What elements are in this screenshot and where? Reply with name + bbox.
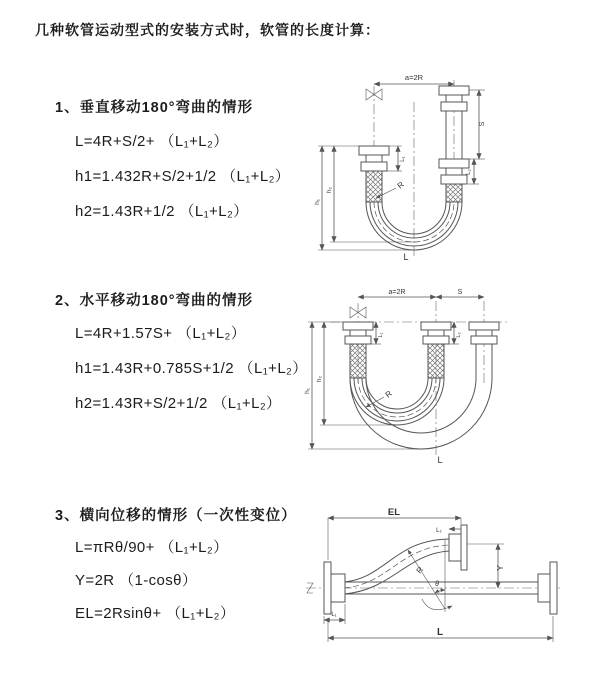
dim-s-label: S (457, 289, 463, 296)
y-label: Y (496, 565, 505, 571)
h2-label: h₂ (316, 375, 323, 383)
radius-label: R (395, 179, 406, 191)
s-label: S (479, 121, 486, 127)
l1-label: L₁ (400, 156, 406, 162)
radius-label: R (383, 388, 394, 400)
upper-flange (449, 525, 467, 570)
diagram-vertical-180-bend (308, 62, 593, 262)
section-1-heading: 1、垂直移动180°弯曲的情形 (55, 100, 254, 116)
middle-pipe-fitting (421, 322, 451, 378)
section-2-formula-h2: h2=1.43R+S/2+1/2 （L₁+L₂） (75, 395, 282, 412)
section-1-formula-h1: h1=1.432R+S/2+1/2 （L₁+L₂） (75, 168, 291, 185)
section-3-formula-y: Y=2R （1-cosθ） (75, 572, 198, 589)
section-3-formula-el: EL=2Rsinθ+ （L₁+L₂） (75, 605, 236, 622)
hose-u-bend-original (350, 378, 444, 425)
dim-a2r-label: a=2R (388, 289, 406, 296)
theta-label: θ (435, 581, 439, 588)
left-pipe-fitting (343, 322, 373, 378)
diagram-lateral-displacement (298, 502, 598, 652)
fitting-dimension-l1 (387, 146, 406, 171)
length-dimension (328, 616, 553, 642)
l1-label: L₁ (331, 612, 337, 618)
section-1-formula-h2: h2=1.43R+1/2 （L₁+L₂） (75, 203, 249, 220)
top-dimension (374, 73, 454, 84)
section-1-formula-l: L=4R+S/2+ （L₁+L₂） (75, 133, 229, 150)
l2-label: L₂ (436, 528, 442, 534)
top-dimensions (358, 289, 484, 297)
section-2-formula-l: L=4R+1.57S+ （L₁+L₂） (75, 325, 247, 342)
h1-label: h₁ (314, 199, 321, 205)
length-label: L (437, 455, 443, 465)
section-2-heading: 2、水平移动180°弯曲的情形 (55, 293, 254, 309)
offset-dimension-y (467, 544, 505, 588)
h2-label: h₂ (326, 186, 333, 194)
right-dimensions (466, 90, 486, 184)
radius-label: R (414, 565, 426, 576)
section-3-formula-l: L=πRθ/90+ （L₁+L₂） (75, 539, 229, 556)
section-2-formula-h1: h1=1.43R+0.785S+1/2 （L₁+L₂） (75, 360, 308, 377)
dim-a2r-label: a=2R (404, 73, 424, 82)
diagram-horizontal-180-bend (300, 283, 600, 468)
right-flange (538, 562, 557, 614)
left-flange (324, 562, 345, 614)
section-3-heading: 3、横向位移的情形（一次性变位） (55, 508, 297, 524)
page-title: 几种软管运动型式的安装方式时，软管的长度计算： (35, 22, 380, 38)
h1-label: h₁ (304, 388, 311, 394)
length-label: L (403, 252, 409, 262)
l2-label: L₂ (466, 169, 472, 175)
l2-label: L₂ (456, 332, 462, 338)
angle-construction (408, 540, 452, 612)
length-label: L (436, 627, 444, 638)
el-label: EL (387, 507, 401, 518)
l1-label: L₁ (378, 332, 384, 338)
